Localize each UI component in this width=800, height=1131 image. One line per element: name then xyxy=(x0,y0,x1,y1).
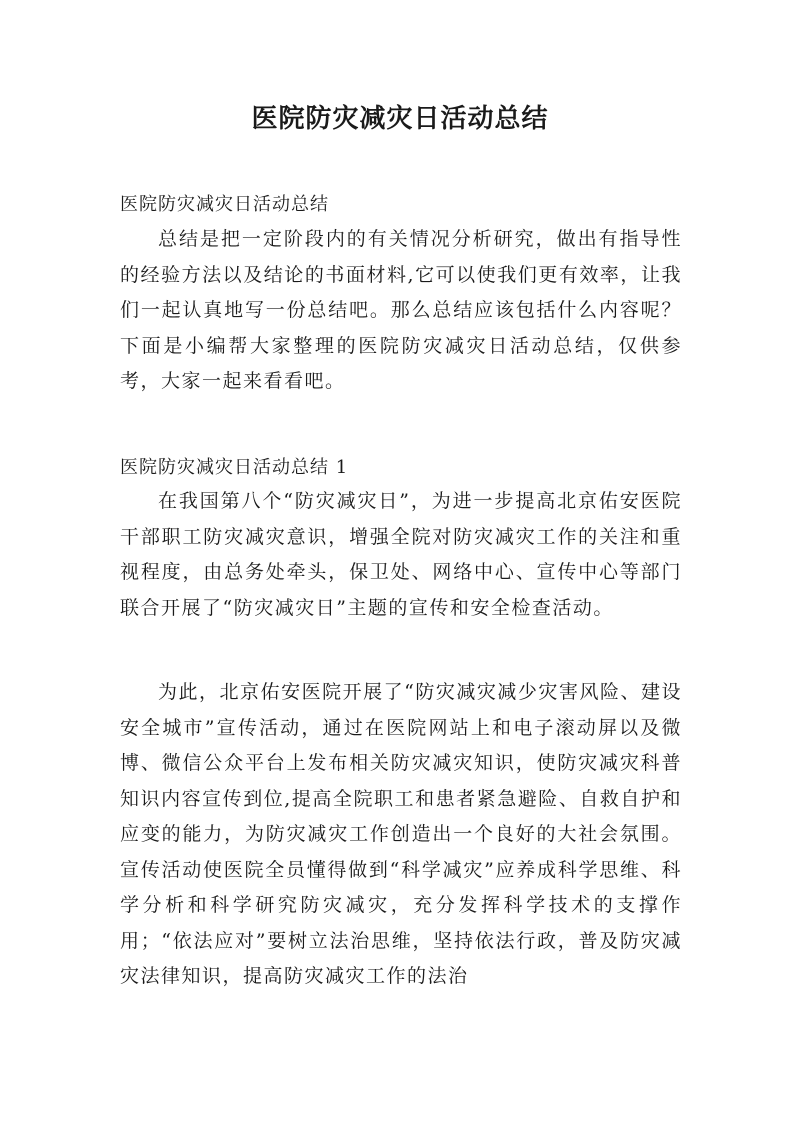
section-1-paragraph-2: 为此，北京佑安医院开展了“防灾减灾减少灾害风险、建设安全城市”宣传活动，通过在医院网站上和电子滚动屏以及微博、微信公众平台上发布相关防灾减灾知识，使防灾减灾科普知识内容宣传到位,提高全院职工和患者紧急避险、自救自护和应变的能力，为防灾减灾工作创造出一个良好的大社会氛围。宣传活动使医院全员懂得做到“科学减灾”应养成科学思维、科学分析和科学研究防灾减灾，充分发挥科学技术的支撑作用；“依法应对”要树立法治思维，坚持依法行政，普及防灾减灾法律知识，提高防灾减灾工作的法治 xyxy=(120,681,682,987)
intro-heading: 医院防灾减灾日活动总结 xyxy=(120,194,329,215)
document-title: 医院防灾减灾日活动总结 xyxy=(251,104,549,134)
intro-paragraph: 总结是把一定阶段内的有关情况分析研究，做出有指导性的经验方法以及结论的书面材料,它可以使我们更有效率，让我们一起认真地写一份总结吧。那么总结应该包括什么内容呢？下面是小编帮大家整理的医院防灾减灾日活动总结，仅供参考，大家一起来看看吧。 xyxy=(120,228,682,392)
section-1-paragraph-1: 在我国第八个“防灾减灾日”，为进一步提高北京佑安医院干部职工防灾减灾意识，增强全院对防灾减灾工作的关注和重视程度，由总务处牵头，保卫处、网络中心、宣传中心等部门联合开展了“防灾减灾日”主题的宣传和安全检查活动。 xyxy=(120,490,682,619)
section-1-heading: 医院防灾减灾日活动总结 1 xyxy=(120,457,349,478)
